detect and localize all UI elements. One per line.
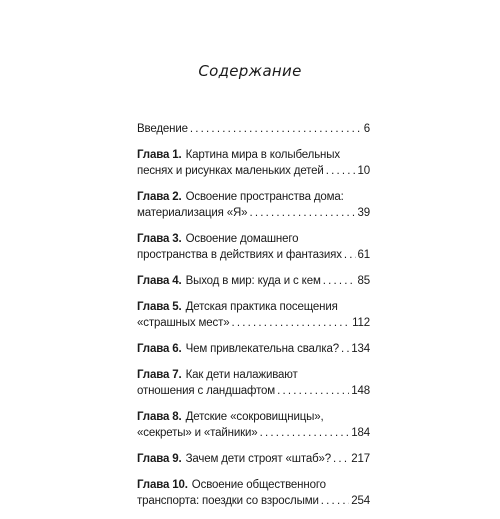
dot-leader — [333, 451, 349, 467]
toc-page-number: 112 — [352, 317, 370, 329]
dot-leader — [321, 493, 349, 509]
toc-entry-chapter-8[interactable] — [137, 409, 370, 441]
toc-page-number: 217 — [351, 453, 370, 465]
toc-chapter-label: Глава 7. — [137, 369, 182, 381]
toc-entry-title-continued: отношения с ландшафтом — [137, 385, 276, 397]
toc-chapter-label: Глава 3. — [137, 233, 182, 245]
dot-leader — [277, 383, 349, 399]
page-title: Содержание — [198, 62, 302, 80]
toc-chapter-label: Глава 4. — [137, 275, 182, 287]
toc-chapter-label: Глава 10. — [137, 479, 188, 491]
toc-page-number: 148 — [351, 385, 370, 397]
toc-chapter-label: Глава 9. — [137, 453, 182, 465]
toc-entry-chapter-6[interactable] — [137, 341, 370, 357]
toc-chapter-label: Глава 5. — [137, 301, 182, 313]
toc-chapter-label: Глава 2. — [137, 191, 182, 203]
toc-entry-intro[interactable] — [137, 121, 370, 137]
toc-chapter-label: Глава 6. — [137, 343, 182, 355]
toc-entry-title: Введение — [137, 123, 188, 135]
toc-entry-title: Освоение общественного — [191, 479, 326, 491]
toc-page-number: 184 — [351, 427, 370, 439]
toc-page-number: 61 — [357, 249, 370, 261]
dot-leader — [249, 205, 355, 221]
toc-entry-title: Чем привлекательна свалка? — [185, 343, 339, 355]
table-of-contents — [137, 121, 370, 519]
toc-entry-chapter-10[interactable] — [137, 477, 370, 509]
toc-entry-title-continued: материализация «Я» — [137, 207, 248, 219]
toc-entry-chapter-2[interactable] — [137, 189, 370, 221]
toc-entry-title-continued: пространства в действиях и фантазиях — [137, 249, 342, 261]
toc-entry-title: Детские «сокровищницы», — [185, 411, 324, 423]
toc-entry-chapter-7[interactable] — [137, 367, 370, 399]
toc-entry-title: Картина мира в колыбельных — [185, 149, 340, 161]
dot-leader — [326, 163, 356, 179]
toc-entry-title: Освоение пространства дома: — [185, 191, 344, 203]
toc-entry-title: Как дети налаживают — [185, 369, 298, 381]
toc-entry-chapter-1[interactable] — [137, 147, 370, 179]
toc-page-number: 85 — [357, 275, 370, 287]
toc-entry-title: Детская практика посещения — [185, 301, 338, 313]
dot-leader — [231, 315, 350, 331]
toc-entry-title: Выход в мир: куда и с кем — [185, 275, 321, 287]
dot-leader — [260, 425, 350, 441]
toc-chapter-label: Глава 1. — [137, 149, 182, 161]
toc-entry-chapter-3[interactable] — [137, 231, 370, 263]
toc-entry-chapter-4[interactable] — [137, 273, 370, 289]
toc-page-number: 6 — [363, 123, 370, 135]
dot-leader — [341, 341, 349, 357]
toc-page-number: 39 — [357, 207, 370, 219]
toc-page-number: 10 — [357, 165, 370, 177]
toc-entry-chapter-5[interactable] — [137, 299, 370, 331]
toc-page-number: 254 — [351, 495, 370, 507]
toc-entry-title-continued: транспорта: поездки со взрослыми — [137, 495, 319, 507]
toc-entry-title: Зачем дети строят «штаб»? — [185, 453, 332, 465]
dot-leader — [323, 273, 356, 289]
dot-leader — [190, 121, 362, 137]
toc-entry-title: Освоение домашнего — [185, 233, 299, 245]
toc-entry-title-continued: песнях и рисунках маленьких детей — [137, 165, 324, 177]
toc-entry-title-continued: «страшных мест» — [137, 317, 230, 329]
toc-entry-title-continued: «секреты» и «тайники» — [137, 427, 258, 439]
toc-page-number: 134 — [351, 343, 370, 355]
toc-chapter-label: Глава 8. — [137, 411, 182, 423]
toc-entry-chapter-9[interactable] — [137, 451, 370, 467]
dot-leader — [344, 247, 356, 263]
